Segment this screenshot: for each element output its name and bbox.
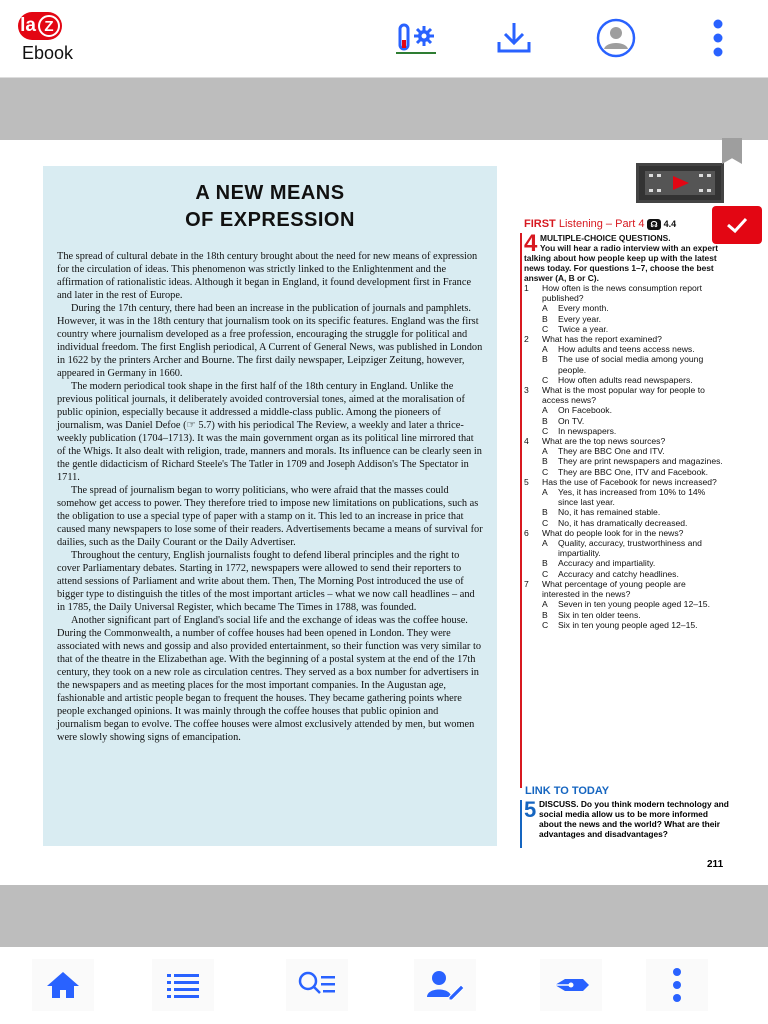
option-letter: B [542,354,548,365]
option-text: In newspapers. [558,425,617,436]
brand-name: Ebook [22,43,74,63]
question-text: What percentage of young people are interested in the news? [542,578,686,600]
exercise-intro: You will hear a radio interview with an expert talking about how people keep up with the latest news today. For questions 1–7, choose the best answer (A, B or C). [524,243,719,283]
option-letter: B [542,558,548,569]
bookmark-icon[interactable] [722,138,742,164]
answer-option[interactable] [524,446,724,456]
option-letter: B [542,313,548,324]
option-letter: A [542,344,548,355]
option-text: Quality, accuracy, trustworthiness and impartiality. [558,538,702,559]
answer-option[interactable] [524,324,724,334]
answer-option[interactable] [524,599,724,609]
option-letter: B [542,609,548,620]
active-indicator [396,52,436,54]
question-text: What is the most popular way for people to access news? [542,385,705,406]
option-letter: B [542,456,548,467]
question [524,579,724,599]
answer-option[interactable] [524,416,724,426]
answer-option[interactable] [524,354,724,374]
question-number: 1 [524,283,529,293]
option-text: Seven in ten young people aged 12–15. [558,599,710,610]
answer-option[interactable] [524,610,724,620]
exercise-number: 5 [524,797,537,822]
option-text: The use of social media among young people. [558,354,704,375]
option-letter: C [542,619,549,630]
user-edit-icon[interactable] [414,959,476,1011]
answer-option[interactable] [524,558,724,568]
question-text: How often is the news consumption report published? [542,283,703,304]
profile-icon[interactable] [594,16,638,60]
app-logo[interactable] [18,12,74,63]
option-text: They are print newspapers and magazines. [558,456,723,467]
option-letter: A [542,487,548,498]
link-to-today-heading: LINK TO TODAY [525,785,610,797]
page-gutter-top [0,78,768,140]
more-vertical-icon[interactable] [696,16,740,60]
question-list [524,283,724,630]
question [524,283,724,303]
answer-option[interactable] [524,507,724,517]
option-letter: B [542,507,548,518]
question [524,334,724,344]
paragraph: The spread of journalism began to worry politicians, who were afraid that the masses could somehow get access to power. They therefore tried to impose new limitations on publications, such as the obligation to use a special type of paper with a stamp on it. This led to an increase in price that caused many newspapers to lose some of their readers. Advertisements became a means of survival for dailies, such as the Daily Courant or the Daily Advertiser. [57,485,483,548]
page-gutter-bottom [0,885,768,947]
answer-option[interactable] [524,569,724,579]
option-text: No, it has dramatically decreased. [558,517,688,528]
option-text: Twice a year. [558,323,609,334]
option-text: How often adults read newspapers. [558,374,693,385]
question [524,528,724,538]
option-text: They are BBC One, ITV and Facebook. [558,466,708,477]
option-text: They are BBC One and ITV. [558,446,665,457]
exercise-5-bar [520,800,522,848]
option-text: No, it has remained stable. [558,507,661,518]
page-number: 211 [707,859,724,870]
question-text: What are the top news sources? [542,436,666,447]
answer-option[interactable] [524,303,724,313]
exercise-5-text: DISCUSS. Do you think modern technology and social media allow us to be more informed about the news and the world? What are their advantages and disadvantages? [539,799,729,839]
question-number: 7 [524,578,529,589]
logo-badge: la Z [18,12,62,40]
home-icon[interactable] [32,959,94,1011]
exercise-heading: MULTIPLE-CHOICE QUESTIONS. [540,233,671,243]
answer-option[interactable] [524,314,724,324]
question-text: Has the use of Facebook for news increased? [542,476,717,487]
list-icon[interactable] [152,959,214,1011]
option-text: How adults and teens access news. [558,344,695,355]
option-text: Every month. [558,303,609,314]
more-vertical-icon[interactable] [646,959,708,1011]
option-letter: A [542,405,548,416]
option-letter: C [542,466,549,477]
paragraph: Throughout the century, English journalists fought to defend liberal principles and the right to cover Parliamentary debates. Starting in 1772, newspapers were allowed to send their reporters to attend sessions of Parliament and write about them. Then, The Morning Post introduced the use of bigger type to distinguish the titles of the most important articles – what we now call headlines – and in 1785, the Daily Universal Register, which became The Times in 1788, was founded. [57,550,475,613]
option-letter: C [542,374,549,385]
article-panel [43,166,497,846]
option-letter: C [542,323,549,334]
option-letter: A [542,303,548,314]
question [524,436,724,446]
answer-option[interactable] [524,518,724,528]
option-letter: A [542,599,548,610]
option-text: On Facebook. [558,405,612,416]
option-text: On TV. [558,415,585,426]
paragraph: The modern periodical took shape in the first half of the 18th century in England. Unlike the previous political journals, it deliberately avoided controversial tones, aimed at the moralisation of public opinion, especially because it addressed a middle-class public. Among the pioneers of journalism, was Daniel Defoe (☞ 5.7) with his periodical The Review, a weekly and later a thrice-weekly publication (1704–1713). It was the main government organ as its political line mirrored that of the Whigs. It also dealt with religion, trade, manners and morals. Its influence can be clearly seen in the gentle didacticism of Richard Steele's The Tatler in 1709 and Joseph Addison's The Spectator in 1711. [57,381,482,483]
option-letter: C [542,425,549,436]
option-text: Yes, it has increased from 10% to 14% since last year. [558,487,706,508]
paragraph: The spread of cultural debate in the 18th century brought about the need for new means of expression for the circulation of ideas. This phenomenon was strictly linked to the Enlightenment and the affirmation of rationalistic ideas. Although it began in England, it found development first in France and later in the rest of Europe. [57,251,478,301]
ebook-page[interactable] [0,140,768,885]
exercise-4-bar [520,233,522,788]
option-letter: C [542,517,549,528]
question-number: 4 [524,436,529,447]
answer-option[interactable] [524,405,724,415]
download-icon[interactable] [492,16,536,60]
top-app-bar [0,0,768,78]
question-number: 2 [524,334,529,345]
answer-option[interactable] [524,620,724,630]
option-text: Every year. [558,313,601,324]
option-text: Accuracy and impartiality. [558,558,656,569]
paragraph: During the 17th century, there had been an increase in the publication of journals and pamphlets. However, it was in the 18th century that journalism took on its specific features. England was the first country where journalism developed as a free profession, encouraging the struggle for political and individual freedom. The first English periodical, A Current of General News, was published in London in 1622 by the printers Archer and Bourne. The first daily newspaper, Leipziger Zeitung, however, appeared in Germany in 1660. [57,303,483,379]
option-letter: A [542,446,548,457]
answer-option[interactable] [524,467,724,477]
question-number: 6 [524,527,529,538]
video-play-button[interactable] [636,163,724,203]
answer-option[interactable] [524,426,724,436]
paragraph: Another significant part of England's social life and the exchange of ideas was the coffee house. During the Commonwealth, a number of coffee houses had been opened in London. They were associated with news and gossip and also provided entertainment, so their function was very similar to that of the theatre in the Elizabethan age. With the beginning of a postal system at the end of the 17th century, they took on a new role as circulation centres. They served as a box number for advertisers in the newspapers and as meeting places for the most important companies. In the Augustan age, fashionable and artistic people began to frequent the houses. They became gathering points where people exchanged opinions. It was mainly through the coffee houses that public opinion and journalism began to evolve. The coffee houses were almost exclusively attended by men, but women were slowly showing signs of emancipation. [57,615,481,743]
answer-option[interactable] [524,487,724,507]
question-text: What has the report examined? [542,334,662,345]
exam-label: FIRST Listening – Part 4 ☊ 4.4 [524,218,677,230]
answer-option[interactable] [524,344,724,354]
audio-track-icon[interactable]: ☊ [647,219,660,230]
article-title: A NEW MEANS OF EXPRESSION [185,182,355,231]
option-letter: C [542,568,549,579]
answer-option[interactable] [524,375,724,385]
bottom-nav [0,947,768,1024]
option-letter: B [542,415,548,426]
exercise-number: 4 [524,230,538,257]
question [524,477,724,487]
exercise-4 [524,217,724,630]
search-list-icon[interactable] [286,959,348,1011]
question-number: 5 [524,476,529,487]
answer-option[interactable] [524,456,724,466]
answer-option[interactable] [524,538,724,558]
article-body [57,250,483,744]
question [524,385,724,405]
option-text: Six in ten older teens. [558,609,641,620]
option-text: Six in ten young people aged 12–15. [558,619,698,630]
pen-icon[interactable] [540,959,602,1011]
question-number: 3 [524,385,529,396]
question-text: What do people look for in the news? [542,527,684,538]
option-text: Accuracy and catchy headlines. [558,568,679,579]
option-letter: A [542,538,548,549]
